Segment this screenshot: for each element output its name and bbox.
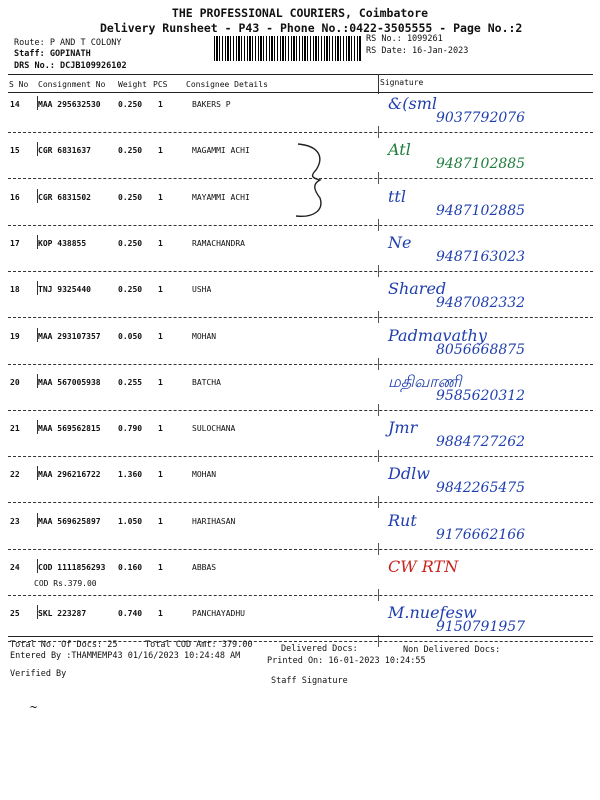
row-signature: Atl (388, 140, 411, 159)
staff-label: Staff: GOPINATH (14, 49, 91, 59)
row-consignee-name: MAYAMMI ACHI (192, 193, 250, 202)
row-weight: 1.050 (118, 517, 143, 526)
drs-number: DRS No.: DCJB109926102 (14, 61, 127, 71)
row-left-bar (37, 420, 38, 434)
row-left-bar (37, 466, 38, 480)
row-consignment-no: KOP 438855 (38, 239, 87, 248)
row-consignment-no: MAA 567005938 (38, 378, 101, 387)
row-sno: 20 (10, 378, 20, 387)
row-consignee-name: PANCHAYADHU (192, 609, 245, 618)
row-sno: 24 (10, 563, 20, 572)
row-signature-tick (378, 311, 379, 323)
table-header-rule (8, 92, 593, 93)
row-weight: 0.250 (118, 285, 143, 294)
row-separator (8, 595, 593, 596)
row-weight: 0.250 (118, 193, 143, 202)
row-consignee-name: USHA (192, 285, 212, 294)
row-signature: CW RTN (388, 557, 459, 576)
row-consignment-no: MAA 296216722 (38, 470, 101, 479)
row-consignee-name: BAKERS P (192, 100, 231, 109)
verified-by: Verified By (10, 669, 67, 679)
table-bottom-rule (8, 636, 593, 637)
row-signature: Shared (388, 279, 447, 298)
row-separator (8, 502, 593, 503)
barcode-image (214, 36, 362, 61)
row-weight: 0.250 (118, 239, 143, 248)
rs-date: RS Date: 16-Jan-2023 (366, 46, 469, 56)
row-cod-amount: COD Rs.379.00 (34, 579, 97, 588)
row-sno: 18 (10, 285, 20, 294)
row-sno: 23 (10, 517, 20, 526)
row-signature-tick (378, 450, 379, 462)
row-sno: 21 (10, 424, 20, 433)
row-separator (8, 317, 593, 318)
bracket-mark (290, 140, 335, 220)
table-top-rule (8, 74, 593, 75)
row-signature: மதிவாணி (388, 372, 462, 391)
col-header-weight: Weight (118, 80, 147, 89)
non-delivered-docs: Non Delivered Docs: (403, 645, 501, 655)
row-signature-tick (378, 496, 379, 508)
row-weight: 0.050 (118, 332, 143, 341)
row-sno: 25 (10, 609, 20, 618)
row-phone-handwritten: 9176662166 (436, 527, 526, 543)
row-signature: ttl (388, 187, 406, 206)
row-signature-tick (378, 172, 379, 184)
row-phone-handwritten: 9487163023 (436, 249, 526, 265)
row-phone-handwritten: 9585620312 (436, 388, 526, 404)
row-weight: 0.250 (118, 100, 143, 109)
row-separator (8, 549, 593, 550)
col-header-signature: Signature (380, 78, 424, 87)
entered-by: Entered By :THAMMEMP43 01/16/2023 10:24:48 AM (10, 651, 241, 661)
row-signature-tick (378, 219, 379, 231)
row-weight: 0.250 (118, 146, 143, 155)
signature-column-divider (378, 74, 379, 94)
printed-on: Printed On: 16-01-2023 10:24:55 (267, 656, 426, 666)
row-signature-tick (378, 358, 379, 370)
col-header-consignment: Consignment No (38, 80, 106, 89)
row-weight: 0.740 (118, 609, 143, 618)
row-weight: 1.360 (118, 470, 143, 479)
row-consignment-no: CGR 6831637 (38, 146, 91, 155)
row-consignee-name: HARIHASAN (192, 517, 236, 526)
row-separator (8, 364, 593, 365)
row-pcs: 1 (158, 193, 163, 202)
row-consignment-no: MAA 293107357 (38, 332, 101, 341)
row-signature-tick (378, 265, 379, 277)
row-phone-handwritten: 8056668875 (436, 342, 526, 358)
row-phone-handwritten: 9037792076 (436, 110, 526, 126)
row-sno: 17 (10, 239, 20, 248)
stray-mark: ~ (30, 700, 38, 714)
row-signature: Rut (388, 511, 417, 530)
row-separator (8, 271, 593, 272)
row-consignee-name: MOHAN (192, 332, 217, 341)
row-left-bar (37, 605, 38, 619)
col-header-pcs: PCS (153, 80, 168, 89)
row-consignment-no: MAA 295632530 (38, 100, 101, 109)
delivered-docs: Delivered Docs: (281, 644, 358, 654)
row-pcs: 1 (158, 239, 163, 248)
row-consignment-no: TNJ 9325440 (38, 285, 91, 294)
total-cod-amount: Total COD Amt: 379.00 (145, 640, 253, 650)
row-separator (8, 132, 593, 133)
row-pcs: 1 (158, 563, 163, 572)
row-consignee-name: BATCHA (192, 378, 221, 387)
row-phone-handwritten: 9487102885 (436, 156, 526, 172)
col-header-consignee: Consignee Details (186, 80, 268, 89)
total-docs: Total No. Of Docs: 25 (10, 640, 118, 650)
row-signature: &(sml (388, 94, 437, 113)
row-signature: M.nuefesw (388, 603, 477, 622)
row-pcs: 1 (158, 470, 163, 479)
col-header-sno: S No (9, 80, 29, 89)
staff-signature: Staff Signature (271, 676, 348, 686)
row-pcs: 1 (158, 609, 163, 618)
row-sno: 16 (10, 193, 20, 202)
row-pcs: 1 (158, 424, 163, 433)
row-consignment-no: SKL 223287 (38, 609, 87, 618)
row-signature: Ddlw (388, 464, 430, 483)
row-left-bar (37, 142, 38, 156)
row-sno: 15 (10, 146, 20, 155)
row-phone-handwritten: 9842265475 (436, 480, 526, 496)
row-left-bar (37, 559, 38, 573)
row-consignment-no: COD 1111856293 (38, 563, 106, 572)
route-label: Route: P AND T COLONY (14, 38, 122, 48)
row-weight: 0.255 (118, 378, 143, 387)
row-left-bar (37, 281, 38, 295)
row-left-bar (37, 513, 38, 527)
row-separator (8, 456, 593, 457)
row-pcs: 1 (158, 100, 163, 109)
row-consignment-no: MAA 569562815 (38, 424, 101, 433)
row-consignee-name: MAGAMMI ACHI (192, 146, 250, 155)
row-signature: Jmr (388, 418, 418, 437)
row-pcs: 1 (158, 285, 163, 294)
row-left-bar (37, 235, 38, 249)
row-left-bar (37, 328, 38, 342)
row-phone-handwritten: 9487102885 (436, 203, 526, 219)
row-pcs: 1 (158, 378, 163, 387)
row-sno: 22 (10, 470, 20, 479)
row-signature-tick (378, 543, 379, 555)
row-sno: 19 (10, 332, 20, 341)
row-signature-tick (378, 589, 379, 601)
row-consignment-no: MAA 569625897 (38, 517, 101, 526)
row-pcs: 1 (158, 332, 163, 341)
row-left-bar (37, 189, 38, 203)
row-phone-handwritten: 9884727262 (436, 434, 526, 450)
row-left-bar (37, 374, 38, 388)
row-weight: 0.160 (118, 563, 143, 572)
document-title: THE PROFESSIONAL COURIERS, Coimbatore (171, 6, 429, 20)
row-signature: Padmavathy (388, 326, 487, 345)
row-separator (8, 410, 593, 411)
row-separator (8, 225, 593, 226)
row-pcs: 1 (158, 146, 163, 155)
row-phone-handwritten: 9487082332 (436, 295, 526, 311)
row-signature-tick (378, 404, 379, 416)
row-weight: 0.790 (118, 424, 143, 433)
row-pcs: 1 (158, 517, 163, 526)
row-consignee-name: SULOCHANA (192, 424, 236, 433)
row-sno: 14 (10, 100, 20, 109)
row-signature-tick (378, 126, 379, 138)
document-subtitle: Delivery Runsheet - P43 - Phone No.:0422-3505555 - Page No.:2 (100, 21, 523, 35)
row-consignment-no: CGR 6831502 (38, 193, 91, 202)
rs-number: RS No.: 1099261 (366, 34, 443, 44)
row-consignee-name: RAMACHANDRA (192, 239, 245, 248)
row-left-bar (37, 96, 38, 110)
row-phone-handwritten: 9150791957 (436, 619, 526, 635)
row-consignee-name: ABBAS (192, 563, 217, 572)
row-signature: Ne (388, 233, 412, 252)
row-consignee-name: MOHAN (192, 470, 217, 479)
